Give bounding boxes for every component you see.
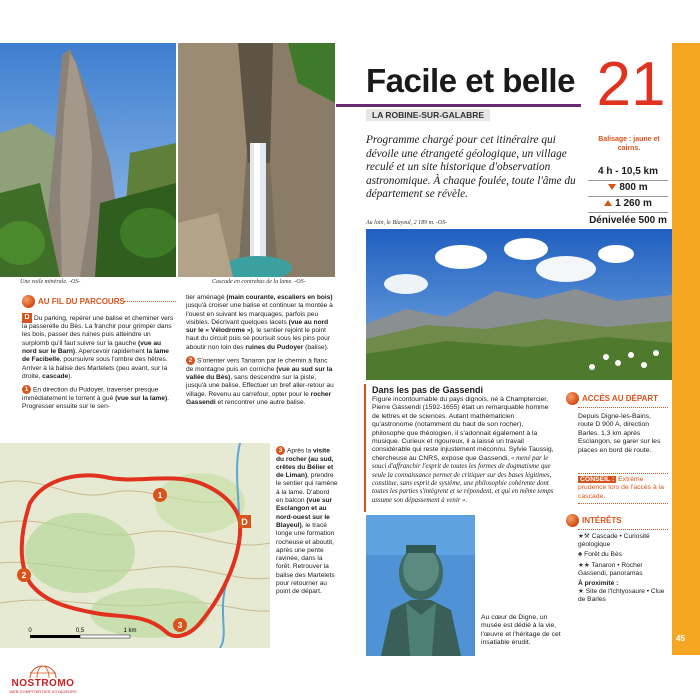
photo-blayeul xyxy=(366,229,672,380)
scale-05: 0,5 xyxy=(75,628,85,634)
map-marker-d xyxy=(238,515,251,528)
map-marker-1-label: 1 xyxy=(157,491,163,500)
descent-triangle-icon xyxy=(608,184,616,190)
parcours-heading-text: AU FIL DU PARCOURS xyxy=(38,296,125,306)
statue-photo-drawing xyxy=(366,515,475,656)
heading-bullet-icon xyxy=(22,295,35,308)
step-2 xyxy=(186,356,336,407)
location-subtitle-text: LA ROBINE-SUR-GALABRE xyxy=(372,110,485,120)
proximite-text: Site de l'Ichtyosaure • Clue de Barles xyxy=(578,588,665,604)
intro-text: Programme chargé pour cet itinéraire qui dévoile une étrangeté géologique, un village reculé et un site historique d'observation astronomique. À chaque foulée, toute l'âme du département se révèle. xyxy=(366,134,576,201)
col2-b3: ruines du Pudoyer xyxy=(245,343,304,351)
step-1-b: (vue sur la lame) xyxy=(115,394,168,402)
gassendi-text-top xyxy=(372,396,556,505)
step-3-text3: , le tracé longe une formation rocheuse et aboutit, après une pente ravinée, dans la forêt. Retrouver la balise des Martelets pour retourner au point de départ. xyxy=(276,521,335,596)
step-3 xyxy=(276,446,338,597)
stat-denivelee-value: Dénivelée 500 m xyxy=(589,215,667,226)
globe-logo-icon xyxy=(28,664,58,678)
stat-sep-2 xyxy=(588,196,668,197)
col2-c: jusqu'à croiser une balise et continuer la montée à l'ouest en suivant les marquages, parfois peu visibles. Décrivant quelques lacets xyxy=(186,302,333,326)
map-marker-2-label: 2 xyxy=(21,571,27,580)
interet-item-3 xyxy=(578,562,670,578)
scale-1km: 1 km xyxy=(123,628,137,634)
star-icon: ★ xyxy=(583,561,590,569)
conseil-box xyxy=(578,473,668,504)
interets-heading xyxy=(566,513,622,527)
map-marker-3-label: 3 xyxy=(177,621,183,630)
gassendi-quote: « mené par le souci d'affranchir l'esprit de toutes les formes de dogmatisme que seule la connaissance permet de critiquer sur des bases légitimes, constitue, sans esprit de système, une philosophie cohérente dont toutes les parties s'intègrent et se répondent, et qui en même temps assume son dépassement à venir ». xyxy=(372,454,554,504)
step-d-b2: la lame de Facibelle xyxy=(22,347,169,364)
watermark-brand: NOSTROMO xyxy=(11,678,75,689)
interets-heading-rule xyxy=(578,529,668,531)
page-number: 45 xyxy=(676,634,685,643)
gassendi-text-bottom: Au cœur de Digne, un musée est dédié à la vie, l'œuvre et l'héritage de cet insatiable érudit. xyxy=(481,614,561,647)
title-underline xyxy=(336,104,581,107)
page-title: Facile et belle xyxy=(366,62,575,99)
step-1-badge: 1 xyxy=(22,385,31,394)
voile-photo-drawing xyxy=(0,43,176,277)
stat-denivelee xyxy=(586,215,670,226)
parcours-heading-rule xyxy=(124,301,176,303)
route-number: 21 xyxy=(596,50,666,119)
col2-e: (balise). xyxy=(305,343,329,351)
step-2-b2: rocher Gassendi xyxy=(186,390,332,406)
star-icon: ★ xyxy=(578,533,584,540)
step-d-badge: D xyxy=(22,313,32,323)
heading-bullet-icon xyxy=(566,392,579,405)
step-d-b3: cascade xyxy=(42,372,69,380)
step-d-text: Du parking, repérer une balise et cheminer vers la passerelle du Bès. La franchir pour grimper dans les bois, passer des ruines puis atteindre un surplomb qu'il faut suivre sur la gauche xyxy=(22,314,174,347)
col2-d: , le sentier rejoint le point haut du circuit puis se poursuit sous les pins pour aboutir non loin des xyxy=(186,327,331,351)
step-d-text3: , poursuivre sous l'ombre des hêtres. Arriver à la balise des Martelets (peu avant, sur la droite, xyxy=(22,356,168,380)
scale-0: 0 xyxy=(28,628,32,634)
step-3-text: Après la xyxy=(287,447,312,455)
col2-a: tier aménagé xyxy=(186,294,225,301)
stat-duration-value: 4 h - 10,5 km xyxy=(597,166,659,177)
balisage-info: Balisage : jaune et cairns. xyxy=(598,136,660,152)
step-d xyxy=(22,313,175,381)
stat-sep-3 xyxy=(588,212,668,213)
caption-cascade: Cascade en contrebas de la lame. -OS- xyxy=(212,279,306,285)
step-2-text: S'orienter vers Tanaron par le chemin à flanc de montagne puis en corniche xyxy=(186,357,328,373)
map-marker-3 xyxy=(173,618,187,632)
stat-ascent-value: 1 260 m xyxy=(615,198,652,209)
proximite-item xyxy=(578,588,670,604)
step-1-text2: . Progresser ensuite sur le sen- xyxy=(22,394,169,410)
step-2-text3: et rencontrer une autre balise. xyxy=(217,398,306,406)
step-d-b1: (vue au nord sur le Barn) xyxy=(22,339,162,355)
nostromo-watermark xyxy=(4,664,82,696)
interet-item-2 xyxy=(578,551,670,559)
parcours-heading xyxy=(22,294,125,308)
step-2-badge: 2 xyxy=(186,356,195,365)
route-map xyxy=(0,443,270,648)
conseil-label: CONSEIL : xyxy=(580,476,615,483)
interets-list xyxy=(578,533,670,605)
acces-text: Depuis Digne-les-Bains, route D 900 A, direction Barles. 1,3 km après Esclangon, se garer sur les places en bord de route. xyxy=(578,413,661,454)
route-map-drawing xyxy=(0,443,270,648)
map-marker-d-label: D xyxy=(241,517,248,527)
step-3-b2: (vue sur Esclangon et au nord-ouest sur le Blayeul) xyxy=(276,497,333,529)
tree-icon: ♣ xyxy=(578,551,583,559)
interet-item-1 xyxy=(578,533,670,549)
cascade-photo-drawing xyxy=(178,43,335,277)
heading-bullet-icon xyxy=(566,514,579,527)
step-1 xyxy=(22,385,175,411)
ascent-triangle-icon xyxy=(604,200,612,206)
step-2-text2: , sans descendre sur la piste, jusqu'à une balise. Effectuer un bref aller-retour au village. Revenu au carrefour, opter pour le xyxy=(186,373,334,398)
gassendi-p1: Figure incontournable du pays dignois, né à Champtercier, Pierre Gassendi (1592-1655) était un remarquable homme de lettres et de sciences. Autant mathématicien qu'astronome (notamment du haut de son rocher), philosophe que théologien, il s'adonnait également à la musique. Curieux et rigoureux, il a laissé un travail considérable qui reste injustement méconnu. Sylvie Taussig, chercheuse au CNRS, expose que Gassendi, xyxy=(372,396,554,462)
star-icon: ★ xyxy=(578,588,584,596)
location-subtitle xyxy=(366,109,490,121)
interet-item-3-text: Tanaron • Rocher Gassendi, panoramas xyxy=(578,561,643,577)
map-marker-2 xyxy=(17,568,31,582)
step-3-text2: , prendre le sentier qui ramène à la lame. D'abord en balcon xyxy=(276,472,338,505)
stat-descent-value: 800 m xyxy=(619,182,648,193)
stat-sep-1 xyxy=(588,180,668,181)
step-1-text: En direction du Pudoyer, traverser presque immédiatement le torrent à gué xyxy=(22,386,159,402)
side-bar xyxy=(672,43,700,655)
photo-gassendi-statue xyxy=(366,515,475,656)
proximite-label: À proximité : xyxy=(578,580,619,588)
stat-duration xyxy=(586,166,670,177)
col2-b1: (main courante, escaliers en bois) xyxy=(226,294,333,301)
step-3-badge: 3 xyxy=(276,446,285,455)
gassendi-heading: Dans les pas de Gassendi xyxy=(372,385,484,395)
watermark-tagline: WEB COMPTOIR DES VOYAGEURS xyxy=(9,689,77,694)
photo-voile-minerale xyxy=(0,43,176,277)
acces-heading xyxy=(566,391,658,405)
step-3-b1: visite du rocher (au sud, crêtes du Bélier et de Liman) xyxy=(276,447,334,480)
step-2-b1: (vue au sud sur la vallée du Bès) xyxy=(186,365,333,381)
interet-item-1-text: Cascade • Curiosité géologique xyxy=(578,533,650,549)
stat-descent xyxy=(586,182,670,193)
interet-item-2-text: Forêt du Bès xyxy=(584,551,622,559)
step-d-text2: . Apercevoir rapidement xyxy=(75,347,145,355)
caption-voile: Une voile minérale. -OS- xyxy=(20,279,81,285)
map-marker-1 xyxy=(153,488,167,502)
parcours-col-2 xyxy=(186,294,336,407)
col2-b2: (vue au nord sur le « Vélodrome ») xyxy=(186,318,329,335)
star-icon: ★ xyxy=(578,561,584,569)
step-d-text4: ). xyxy=(68,372,73,380)
photo-cascade xyxy=(178,43,335,277)
step-1-continued xyxy=(186,294,336,352)
acces-heading-rule xyxy=(578,407,668,409)
acces-heading-text: ACCÈS AU DÉPART xyxy=(582,393,659,403)
gassendi-box-rule xyxy=(364,384,366,512)
parcours-col-3 xyxy=(276,446,338,597)
stat-ascent xyxy=(586,198,670,209)
hiker-icon: ⚒ xyxy=(583,533,590,540)
caption-blayeul: Au loin, le Blayeul, 2 189 m. -OS- xyxy=(366,220,448,226)
blayeul-photo-drawing xyxy=(366,229,672,380)
parcours-col-1 xyxy=(22,313,175,411)
interets-heading-text: INTÉRÊTS xyxy=(582,515,622,525)
conseil-text: Extrême prudence lors de l'accès à la cascade. xyxy=(578,476,664,500)
